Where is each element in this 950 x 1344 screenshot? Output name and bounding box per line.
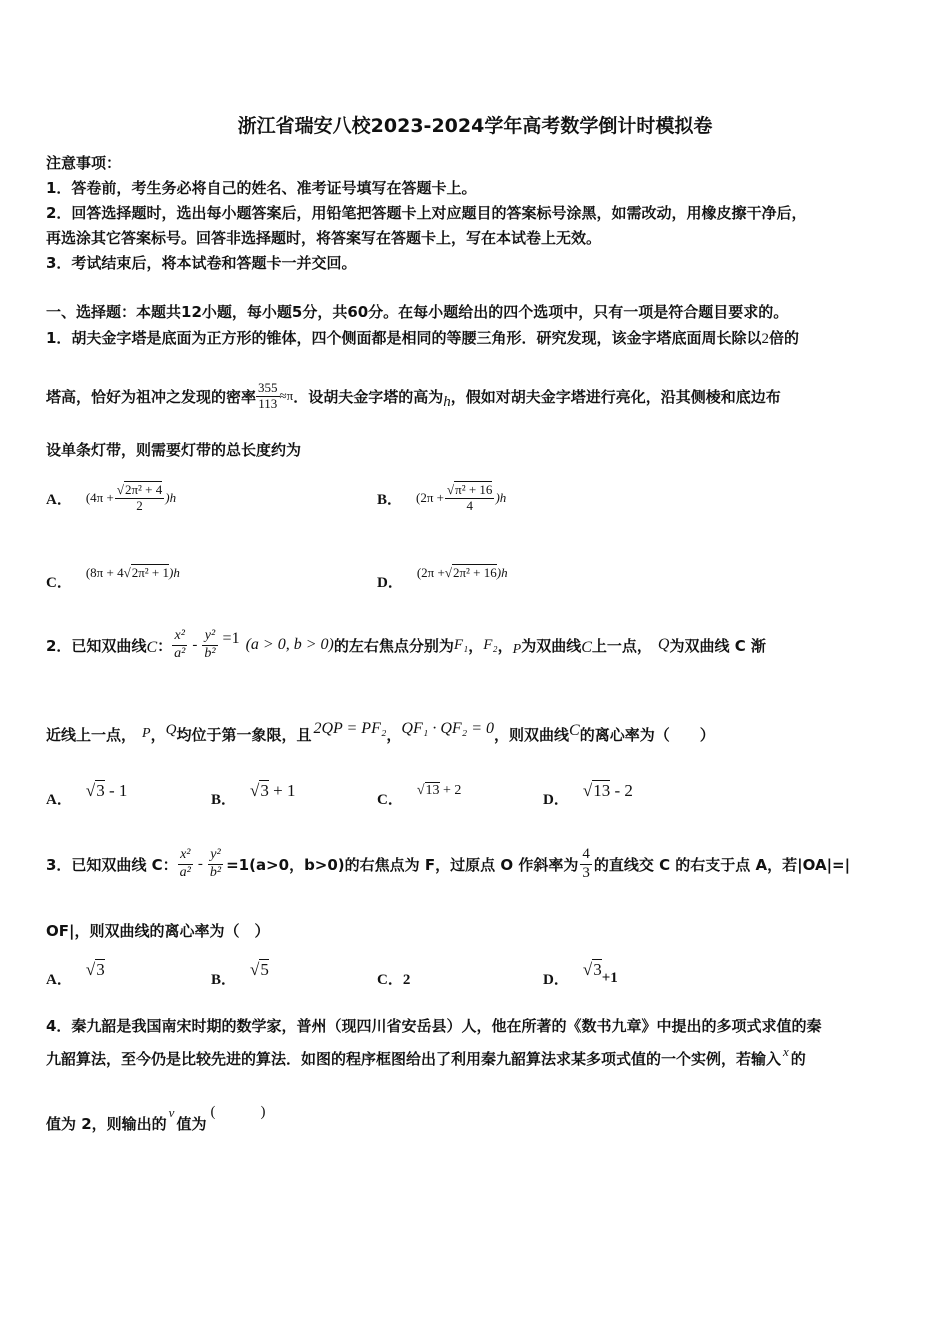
q3-kden: 3	[582, 864, 590, 881]
q1-line3: 设单条灯带，则需要灯带的总长度约为	[46, 441, 302, 459]
q1-h: h	[443, 393, 451, 410]
q2-t1: 的左右焦点分别为	[333, 636, 454, 655]
q2-t8: ，则双曲线	[494, 725, 570, 744]
q1-option-b-den: 4	[466, 497, 473, 513]
q1-option-b[interactable]	[377, 474, 506, 522]
q4-x: x	[783, 1044, 789, 1059]
q1-option-b-label: B．	[377, 491, 403, 508]
q1-option-a-pre: (4π +	[85, 490, 114, 505]
q4-line2a: 九韶算法，至今仍是比较先进的算法．如图的程序框图给出了利用秦九韶算法求某多项式值的一个实例，若输入	[46, 1050, 782, 1068]
q2-stem	[46, 618, 766, 672]
q3-xfrac	[178, 847, 193, 880]
q2-expr2: QF₁ · QF₂ = 0	[401, 720, 494, 737]
q3-rest1: =1(a>0，b>0)的右焦点为 F，过原点 O 作斜率为	[226, 855, 579, 874]
q2-option-b-val: √3 + 1	[250, 781, 296, 800]
q2-eq: =1	[222, 630, 240, 647]
q2-t4: 上一点，	[591, 636, 652, 655]
q2-comma: ，	[468, 636, 484, 655]
q2-yden: b²	[204, 645, 216, 661]
q1-option-a-post: )h	[165, 490, 177, 505]
q4-line2	[46, 1044, 806, 1069]
section-heading: 一、选择题：本题共12小题，每小题5分，共60分。在每小题给出的四个选项中，只有一项是符合题目要求的。	[46, 303, 789, 321]
notice-item: 1．答卷前，考生务必将自己的姓名、准考证号填写在答题卡上。	[46, 179, 477, 197]
q1-line1: 1．胡夫金字塔是底面为正方形的锥体，四个侧面都是相同的等腰三角形．研究发现，该金字塔底面周长除以	[46, 329, 762, 347]
q2-C2: C	[581, 639, 592, 656]
q1-line2c: ，假如对胡夫金字塔进行亮化，沿其侧棱和底边布	[450, 387, 781, 406]
q1-option-a-num: √2π² + 4	[116, 481, 163, 497]
q2-option-a-rad: 3	[96, 781, 105, 800]
q2-yfrac	[202, 628, 217, 661]
q1-option-c-post: )h	[169, 565, 180, 580]
q3-option-b[interactable]	[211, 955, 269, 988]
q1-option-c[interactable]	[46, 559, 180, 591]
q1-option-c-pre: (8π + 4	[85, 565, 124, 580]
q2-option-b[interactable]	[211, 774, 295, 808]
q2-F2: F₂	[483, 636, 498, 653]
q2-colon: ：	[157, 636, 173, 655]
q2-cond: (a > 0, b > 0)	[245, 636, 334, 653]
q2-xfrac	[172, 628, 187, 661]
q1-approx: ≈π	[279, 388, 294, 403]
q2-C: C	[146, 639, 158, 656]
q3-option-d[interactable]	[543, 955, 618, 988]
q2-t2: ，	[497, 636, 513, 655]
q2-option-b-rad: 3	[260, 781, 269, 800]
q2-P: P	[512, 642, 522, 657]
q2-ynum: y²	[202, 628, 217, 645]
q3-ynum: y²	[208, 847, 223, 864]
q3-option-c[interactable]	[377, 955, 411, 988]
q3-stem	[46, 836, 850, 892]
q2-option-c-rest: + 2	[439, 783, 462, 798]
q2-stem-line2	[46, 716, 715, 752]
q2-option-a-rest: - 1	[104, 781, 128, 800]
q3-option-d-label: D．	[543, 971, 569, 988]
q3-option-b-val: √5	[250, 960, 269, 979]
q2-P2: P	[142, 726, 151, 741]
notice-item: 2．回答选择题时，选出每小题答案后，用铅笔把答题卡上对应题目的答案标号涂黑，如需改动，用橡皮擦干净后，	[46, 204, 807, 222]
q1-option-a-frac	[115, 483, 164, 514]
q1-option-b-frac	[445, 483, 494, 514]
q1-option-a-den: 2	[136, 497, 143, 513]
q1-option-a[interactable]	[46, 474, 176, 522]
q3-option-b-rad: 5	[260, 960, 269, 979]
q2-t6b: ，	[386, 725, 402, 744]
q1-option-c-rad: 2π² + 1	[131, 565, 170, 580]
q3-yden: b²	[209, 864, 222, 880]
q2-option-d[interactable]	[543, 774, 633, 808]
q1-option-b-pre: (2π +	[416, 490, 444, 505]
q2-option-d-val: √13 - 2	[582, 781, 633, 800]
q1-option-d[interactable]	[377, 559, 508, 591]
q4-v: v	[168, 1105, 175, 1120]
q3-option-a-rad: 3	[96, 960, 105, 979]
q3-xden: a²	[179, 864, 191, 880]
q2-option-d-rest: - 2	[610, 781, 633, 800]
q3-option-c-label: C．2	[377, 971, 411, 988]
q1-ratio-num: 355	[258, 379, 278, 395]
q2-option-c-rad: 13	[425, 783, 440, 798]
q1-option-c-root: √2π² + 1	[123, 565, 170, 580]
q1-option-a-label: A．	[46, 491, 72, 508]
q2-Q2: Q	[165, 721, 177, 738]
q1-stem	[46, 327, 799, 348]
q2-option-a-label: A．	[46, 791, 72, 808]
q3-option-d-rad: 3	[593, 960, 602, 979]
q2-expr1: 2QP = PF₂	[313, 720, 387, 737]
q3-option-a[interactable]	[46, 955, 105, 988]
q3-line2: OF|，则双曲线的离心率为（ ）	[46, 922, 270, 940]
q1-option-c-label: C．	[46, 574, 72, 591]
q2-line2a: 近线上一点，	[46, 725, 137, 744]
notice-item: 再选涂其它答案标号。回答非选择题时，将答案写在答题卡上，写在本试卷上无效。	[46, 229, 602, 247]
q2-option-c[interactable]	[377, 774, 461, 808]
q1-line2b: ．设胡夫金字塔的高为	[293, 387, 444, 406]
q2-F1: F₁	[453, 636, 469, 653]
page-title: 浙江省瑞安八校2023-2024学年高考数学倒计时模拟卷	[237, 115, 713, 137]
q2-option-b-label: B．	[211, 791, 237, 808]
q1-option-a-rad: 2π² + 4	[124, 481, 163, 497]
notice-heading: 注意事项：	[46, 154, 122, 172]
q2-lead: 2．已知双曲线	[46, 636, 147, 655]
q3-option-a-label: A．	[46, 971, 72, 988]
q2-option-d-label: D．	[543, 791, 569, 808]
q2-Q: Q	[657, 636, 670, 653]
q3-option-b-label: B．	[211, 971, 237, 988]
q3-rest2: 的直线交 C 的右支于点 A，若|OA|=|	[593, 855, 851, 874]
q2-xnum: x²	[172, 628, 187, 645]
q2-option-a-val: √3 - 1	[85, 781, 128, 800]
q1-option-d-pre: (2π +	[416, 565, 445, 580]
q1-option-b-rad: π² + 16	[455, 481, 493, 497]
q3-option-d-rest: +1	[601, 969, 618, 986]
q2-t6: ，	[150, 725, 166, 744]
notice-item: 3．考试结束后，将本试卷和答题卡一并交回。	[46, 254, 357, 272]
q4-line1: 4．秦九韶是我国南宋时期的数学家，普州（现四川省安岳县）人，他在所著的《数书九章》中提出的多项式求值的秦	[46, 1017, 822, 1035]
q1-option-d-root: √2π² + 16	[444, 565, 497, 580]
q1-ratio-fraction	[256, 381, 280, 412]
q1-line2a: 塔高，恰好为祖冲之发现的密率	[46, 387, 257, 406]
q1-option-d-label: D．	[377, 574, 403, 591]
q2-C3: C	[569, 722, 580, 739]
q3-minus: -	[197, 855, 203, 872]
q3-knum: 4	[580, 846, 592, 864]
q2-option-d-rad: 13	[593, 781, 611, 800]
q4-line3a: 值为 2，则输出的	[46, 1115, 167, 1133]
q3-option-a-val: √3	[85, 960, 105, 979]
q3-slope	[580, 846, 592, 882]
q1-stem-line2	[46, 374, 781, 418]
q1-option-d-post: )h	[496, 565, 508, 580]
q2-t7: 均位于第一象限，且	[176, 725, 312, 744]
q4-answer-blank: ( )	[210, 1104, 266, 1120]
q2-option-c-label: C．	[377, 791, 403, 808]
q3-lead: 3．已知双曲线 C：	[46, 855, 178, 874]
q4-line2b: 的	[790, 1050, 806, 1068]
q3-xnum: x²	[178, 847, 193, 864]
q1-line1-end: 倍的	[768, 329, 799, 347]
q3-option-d-root: √3	[582, 960, 602, 979]
q2-minus: -	[192, 636, 198, 653]
q2-option-b-rest: + 1	[268, 781, 296, 800]
q2-xden: a²	[174, 645, 186, 661]
q3-yfrac	[208, 847, 223, 880]
q1-ratio-den: 113	[258, 395, 278, 411]
q1-option-b-num: √π² + 16	[447, 481, 493, 497]
q2-option-c-val: √13 + 2	[416, 783, 462, 798]
q1-option-d-rad: 2π² + 16	[452, 565, 497, 580]
q1-n2: 2	[761, 331, 769, 347]
q4-line3b: 值为	[176, 1115, 207, 1133]
q2-option-a[interactable]	[46, 774, 127, 808]
q2-t9: 的离心率为（ ）	[579, 725, 715, 744]
q1-option-b-post: )h	[495, 490, 507, 505]
q2-t3: 为双曲线	[521, 636, 582, 655]
q4-line3	[46, 1104, 266, 1134]
q2-t5: 为双曲线 C 渐	[669, 636, 766, 655]
